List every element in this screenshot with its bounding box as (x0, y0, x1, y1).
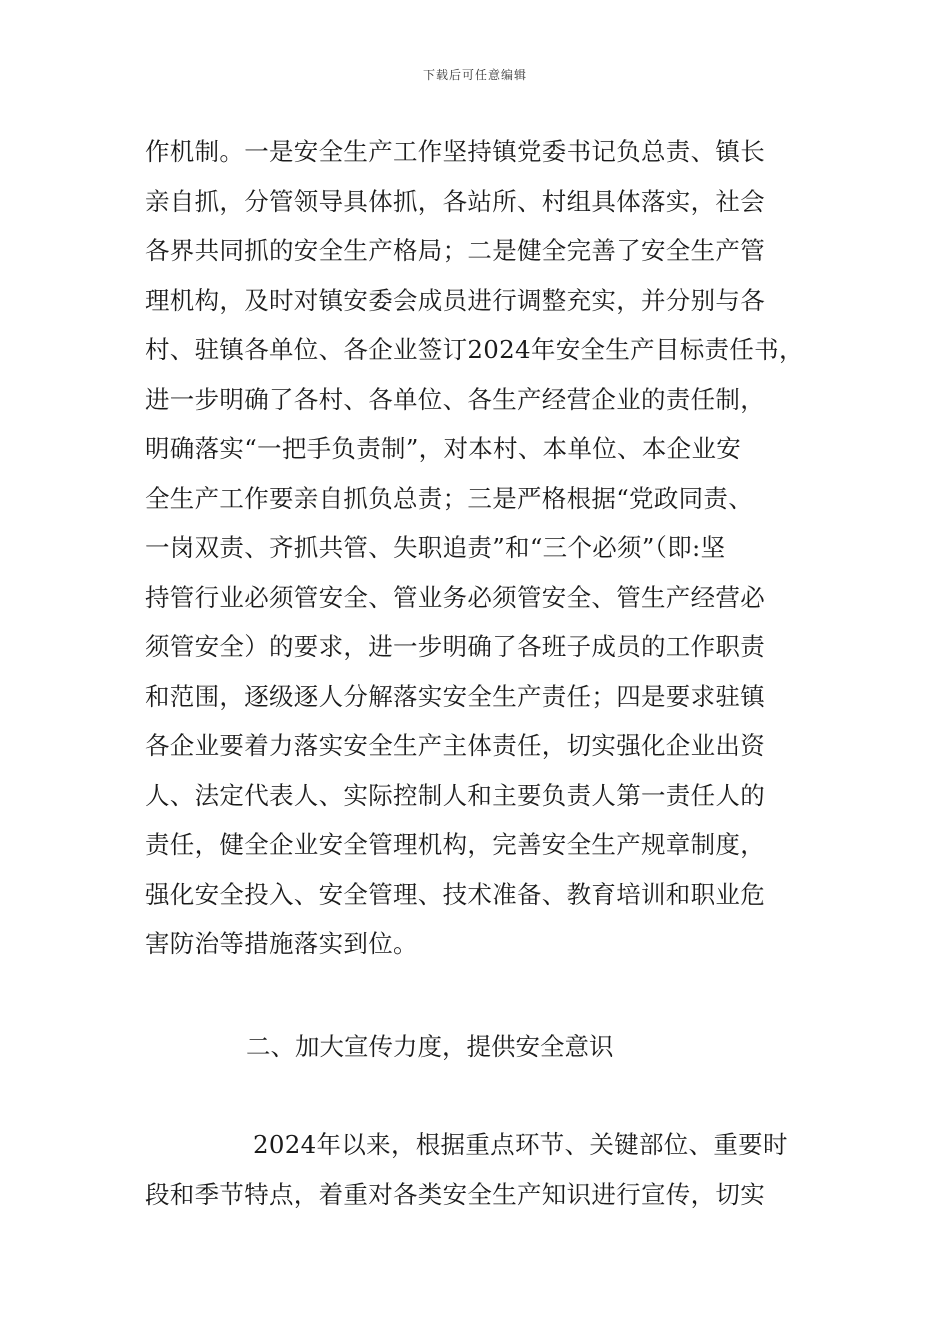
text-line: 明确落实“一把手负责制”，对本村、本单位、本企业安 (145, 434, 742, 463)
text-line: 人、法定代表人、实际控制人和主要负责人第一责任人的 (145, 780, 765, 810)
text-line: 害防治等措施落实到位。 (145, 929, 418, 958)
section-heading: 二、加大宣传力度，提供安全意识 (246, 1032, 614, 1061)
text-line: 全生产工作要亲自抓负总责；三是严格根据“党政同责、 (145, 483, 754, 513)
paragraph-2 (145, 1120, 825, 1219)
text-line: 村、驻镇各单位、各企业签订2024年安全生产目标责任书， (145, 335, 804, 364)
text-line: 作机制。一是安全生产工作坚持镇党委书记负总责、镇长 (145, 137, 765, 166)
text-line: 须管安全）的要求，进一步明确了各班子成员的工作职责 (145, 632, 765, 661)
text-line: 进一步明确了各村、各单位、各生产经营企业的责任制， (145, 384, 765, 414)
text-line: 一岗双责、齐抓共管、失职追责”和“三个必须”（即:坚 (145, 533, 726, 562)
text-line: 理机构，及时对镇安委会成员进行调整充实，并分别与各 (145, 285, 765, 315)
text-line: 亲自抓，分管领导具体抓，各站所、村组具体落实，社会 (145, 186, 765, 216)
text-line: 段和季节特点，着重对各类安全生产知识进行宣传，切实 (145, 1179, 765, 1209)
text-line: 2024年以来，根据重点环节、关键部位、重要时 (253, 1130, 788, 1159)
text-line: 持管行业必须管安全、管业务必须管安全、管生产经营必 (145, 582, 765, 612)
text-line: 各界共同抓的安全生产格局；二是健全完善了安全生产管 (145, 236, 765, 265)
text-line: 和范围，逐级逐人分解落实安全生产责任；四是要求驻镇 (145, 681, 765, 711)
text-line: 各企业要着力落实安全生产主体责任，切实强化企业出资 (145, 731, 765, 760)
paragraph-1 (145, 127, 825, 969)
text-line: 强化安全投入、安全管理、技术准备、教育培训和职业危 (145, 879, 765, 909)
header-note: 下载后可任意编辑 (422, 68, 527, 82)
text-line: 责任，健全企业安全管理机构，完善安全生产规章制度， (145, 830, 765, 859)
